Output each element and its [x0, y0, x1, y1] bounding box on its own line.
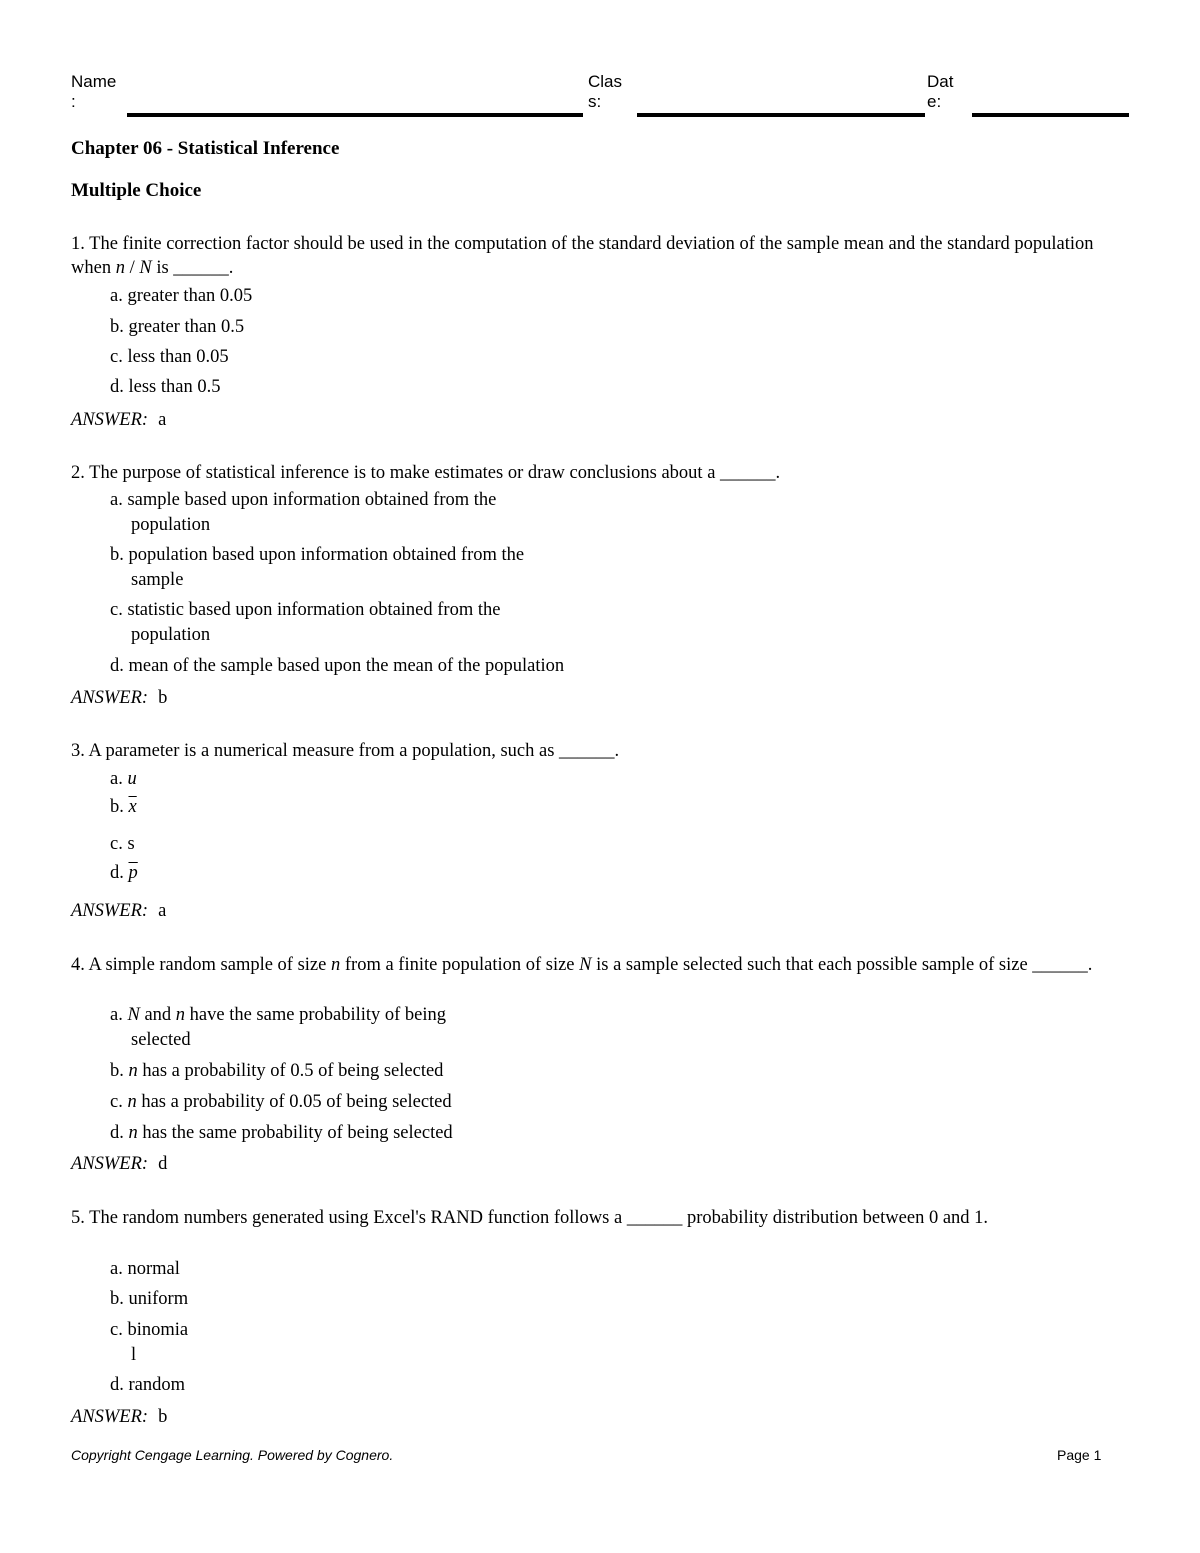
p-bar-symbol: $\overline{p}$ [128, 863, 138, 883]
question-3-answer: ANSWER: a [71, 901, 167, 921]
question-5-answer: ANSWER: b [71, 1407, 168, 1427]
question-1-option-b: b. greater than 0.5 [110, 317, 245, 337]
question-1-answer: ANSWER: a [71, 410, 167, 430]
question-2-text: 2. The purpose of statistical inference is to make estimates or draw conclusions about a ______. [71, 463, 781, 483]
question-5-option-a: a. normal [110, 1259, 180, 1279]
question-5-option-b: b. uniform [110, 1289, 189, 1309]
question-2-option-b: b. population based upon information obtained from the sample [110, 545, 525, 590]
class-field-line[interactable] [637, 113, 925, 117]
x-bar-symbol: $\overline{x}$ [128, 797, 137, 817]
question-2-option-a: a. sample based upon information obtained from the population [110, 490, 497, 535]
question-5-option-d: d. random [110, 1375, 186, 1395]
question-3-option-d: d. $\overline{p}$ [110, 863, 138, 883]
section-title: Multiple Choice [71, 180, 202, 201]
question-1-option-c: c. less than 0.05 [110, 347, 229, 367]
question-3-text: 3. A parameter is a numerical measure from a population, such as ______. [71, 741, 620, 761]
page-number: Page 1 [1057, 1447, 1102, 1463]
question-4-answer: ANSWER: d [71, 1154, 168, 1174]
question-5-option-c: c. binomia l [110, 1320, 189, 1365]
date-field-line[interactable] [972, 113, 1129, 117]
question-3-option-b: b. $\overline{x}$ [110, 797, 137, 817]
name-field-line[interactable] [127, 113, 583, 117]
question-1-text: 1. The finite correction factor should be used in the computation of the standard deviation of the sample mean and the standard population when n / N is ______. [71, 234, 1094, 278]
question-3-option-a: a. u [110, 769, 137, 789]
question-4-option-b: b. n has a probability of 0.5 of being selected [110, 1061, 444, 1081]
question-4-option-d: d. n has the same probability of being selected [110, 1123, 453, 1143]
chapter-title: Chapter 06 - Statistical Inference [71, 138, 340, 159]
question-4-option-a: a. N and n have the same probability of being selected [110, 1005, 447, 1050]
question-2-answer: ANSWER: b [71, 688, 168, 708]
question-2-option-c: c. statistic based upon information obtained from the population [110, 600, 501, 645]
question-2-option-d: d. mean of the sample based upon the mean of the population [110, 656, 565, 676]
question-4-option-c: c. n has a probability of 0.05 of being selected [110, 1092, 452, 1112]
name-field-label: Name : [71, 72, 117, 111]
copyright-footer: Copyright Cengage Learning. Powered by Cognero. [71, 1447, 394, 1463]
question-3-option-c: c. s [110, 834, 135, 854]
question-1-option-d: d. less than 0.5 [110, 377, 221, 397]
date-field-label: Dat e: [927, 72, 954, 111]
question-4-text: 4. A simple random sample of size n from a finite population of size N is a sample selected such that each possible sample of size ______. [71, 955, 1093, 975]
class-field-label: Clas s: [588, 72, 623, 111]
question-5-text: 5. The random numbers generated using Excel's RAND function follows a ______ probability distribution between 0 and 1. [71, 1208, 989, 1228]
question-1-option-a: a. greater than 0.05 [110, 286, 253, 306]
